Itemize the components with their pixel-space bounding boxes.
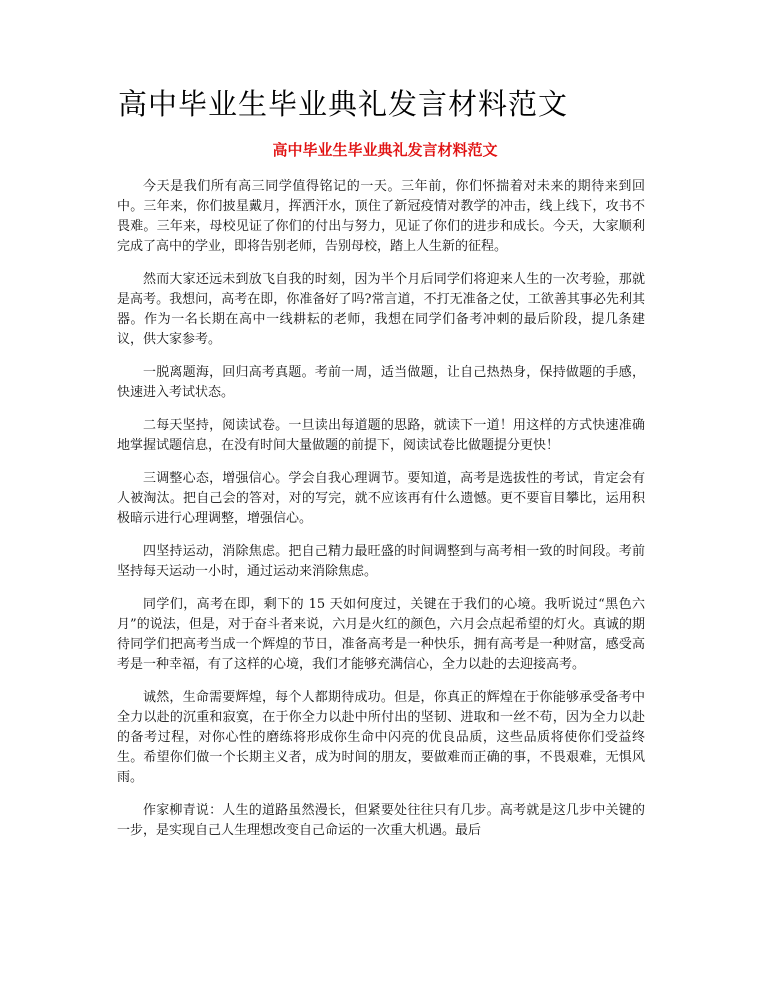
body-paragraph: 作家柳青说：人生的道路虽然漫长，但紧要处往往只有几步。高考就是这几步中关键的一步，是实现自己人生理想改变自己命运的一次重大机遇。最后 xyxy=(117,803,645,838)
body-paragraph: 诚然，生命需要辉煌，每个人都期待成功。但是，你真正的辉煌在于你能够承受备考中全力以赴的沉重和寂寞，在于你全力以赴中所付出的坚韧、进取和一丝不苟，因为全力以赴的备考过程，对你心性的磨练将形成你生命中闪亮的优良品质，这些品质将使你们受益终生。希望你们做一个长期主义者，成为时间的朋友，要做难而正确的事，不畏艰难，无惧风雨。 xyxy=(117,690,645,785)
body-paragraph: 然而大家还远未到放飞自我的时刻，因为半个月后同学们将迎来人生的一次考验，那就是高考。我想问，高考在即，你准备好了吗?常言道，不打无准备之仗，工欲善其事必先利其器。作为一名长期在高中一线耕耘的老师，我想在同学们备考冲刺的最后阶段，提几条建议，供大家参考。 xyxy=(117,272,645,347)
body-paragraph: 二每天坚持，阅读试卷。一旦读出每道题的思路，就读下一道！用这样的方式快速准确地掌握试题信息，在没有时间大量做题的前提下，阅读试卷比做题提分更快！ xyxy=(117,418,645,453)
document-subtitle: 高中毕业生毕业典礼发言材料范文 xyxy=(272,141,498,159)
body-paragraph: 今天是我们所有高三同学值得铭记的一天。三年前，你们怀揣着对未来的期待来到回中。三年来，你们披星戴月，挥洒汗水，顶住了新冠疫情对教学的冲击，线上线下，攻书不畏难。三年来，母校见证了你们的付出与努力，见证了你们的进步和成长。今天，大家顺利完成了高中的学业，即将告别老师，告别母校，踏上人生新的征程。 xyxy=(117,179,645,254)
body-paragraph: 三调整心态，增强信心。学会自我心理调节。要知道，高考是选拔性的考试，肯定会有人被淘汰。把自己会的答对，对的写完，就不应该再有什么遗憾。更不要盲目攀比，运用积极暗示进行心理调整，增强信心。 xyxy=(117,471,645,526)
document-title: 高中毕业生毕业典礼发言材料范文 xyxy=(118,87,569,121)
body-paragraph: 同学们，高考在即，剩下的 15 天如何度过，关键在于我们的心境。我听说过“黑色六月”的说法，但是，对于奋斗者来说，六月是火红的颜色，六月会点起希望的灯火。真诚的期待同学们把高考当成一个辉煌的节日，准备高考是一种快乐，拥有高考是一种财富，感受高考是一种幸福，有了这样的心境，我们才能够充满信心，全力以赴的去迎接高考。 xyxy=(117,597,645,672)
body-paragraph: 四坚持运动，消除焦虑。把自己精力最旺盛的时间调整到与高考相一致的时间段。考前坚持每天运动一小时，通过运动来消除焦虑。 xyxy=(117,544,645,579)
body-paragraph: 一脱离题海，回归高考真题。考前一周，适当做题，让自己热热身，保持做题的手感，快速进入考试状态。 xyxy=(117,365,645,400)
document-body xyxy=(117,177,645,854)
